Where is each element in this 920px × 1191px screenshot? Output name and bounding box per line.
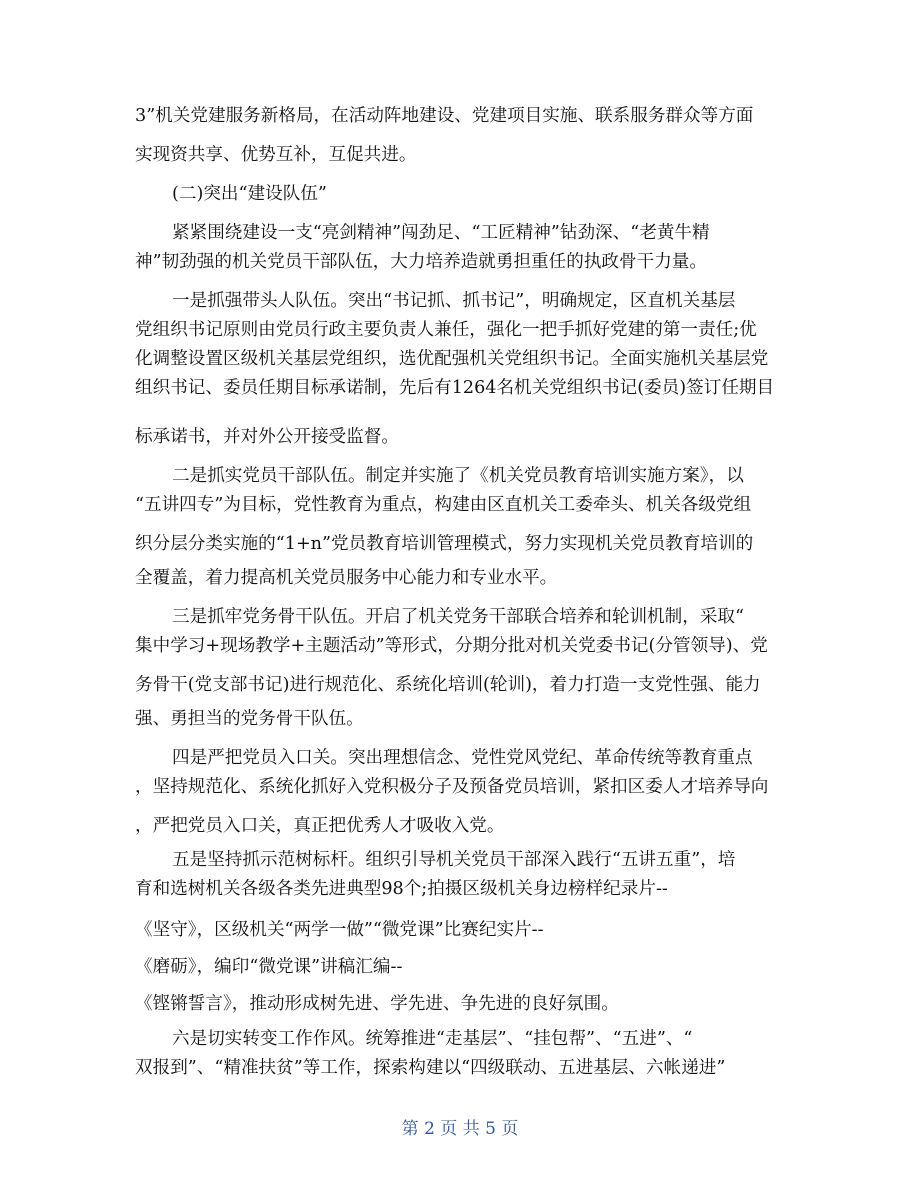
text-line: 全覆盖，着力提高机关党员服务中心能力和专业水平。: [135, 568, 558, 588]
text-line: 强、勇担当的党务骨干队伍。: [135, 709, 364, 729]
text-line: 神”韧劲强的机关党员干部队伍，大力培养造就勇担重任的执政骨干力量。: [135, 252, 707, 272]
text-line: ，严把党员入口关，真正把优秀人才吸收入党。: [135, 816, 505, 836]
text-line: “五讲四专”为目标，党性教育为重点，构建由区直机关工委牵头、机关各级党组: [135, 495, 752, 515]
text-line: 《磨砺》，编印“微党课”讲稿汇编--: [135, 957, 403, 977]
text-line: 育和选树机关各级各类先进典型98个;拍摄区级机关身边榜样纪录片--: [135, 879, 668, 899]
text-line: 织分层分类实施的“1+n”党员教育培训管理模式，努力实现机关党员教育培训的: [135, 534, 754, 554]
section-heading: (二)突出“建设队伍”: [172, 184, 327, 204]
text-line: 双报到”、“精准扶贫”等工作，探索构建以“四级联动、五进基层、六帐递进”: [135, 1058, 726, 1078]
text-line: 紧紧围绕建设一支“亮剑精神”闯劲足、“工匠精神”钻劲深、“老黄牛精: [172, 223, 710, 243]
text-line: 三是抓牢党务骨干队伍。开启了机关党务干部联合培养和轮训机制，采取“: [172, 607, 744, 627]
text-line: 化调整设置区级机关基层党组织，选优配强机关党组织书记。全面实施机关基层党: [135, 349, 769, 369]
text-line: 五是坚持抓示范树标杆。组织引导机关党员干部深入践行“五讲五重”，培: [172, 850, 736, 870]
text-line: 二是抓实党员干部队伍。制定并实施了《机关党员教育培训实施方案》，以: [172, 466, 744, 486]
text-line: 实现资共享、优势互补，互促共进。: [135, 145, 417, 165]
page-number-footer: 第 2 页 共 5 页: [401, 1119, 519, 1139]
text-line: 标承诺书，并对外公开接受监督。: [135, 427, 399, 447]
text-line: 党组织书记原则由党员行政主要负责人兼任，强化一把手抓好党建的第一责任;优: [135, 320, 757, 340]
text-line: ，坚持规范化、系统化抓好入党积极分子及预备党员培训，紧扣区委人才培养导向: [135, 777, 769, 797]
text-line: 务骨干(党支部书记)进行规范化、系统化培训(轮训)，着力打造一支党性强、能力: [135, 675, 761, 695]
text-line: 《坚守》，区级机关“两学一做”“微党课”比赛纪实片--: [135, 920, 544, 940]
text-line: 组织书记、委员任期目标承诺制，先后有1264名机关党组织书记(委员)签订任期目: [135, 378, 775, 398]
text-line: 六是切实转变工作作风。统筹推进“走基层”、“挂包帮”、“五进”、“: [172, 1029, 693, 1049]
text-line: 《铿锵誓言》，推动形成树先进、学先进、争先进的良好氛围。: [135, 994, 619, 1014]
text-line: 四是严把党员入口关。突出理想信念、党性党风党纪、革命传统等教育重点: [172, 748, 753, 768]
text-line: 3”机关党建服务新格局，在活动阵地建设、党建项目实施、联系服务群众等方面: [135, 106, 754, 126]
text-line: 一是抓强带头人队伍。突出“书记抓、抓书记”，明确规定，区直机关基层: [172, 291, 736, 311]
text-line: 集中学习+现场教学+主题活动”等形式，分期分批对机关党委书记(分管领导)、党: [135, 636, 768, 656]
